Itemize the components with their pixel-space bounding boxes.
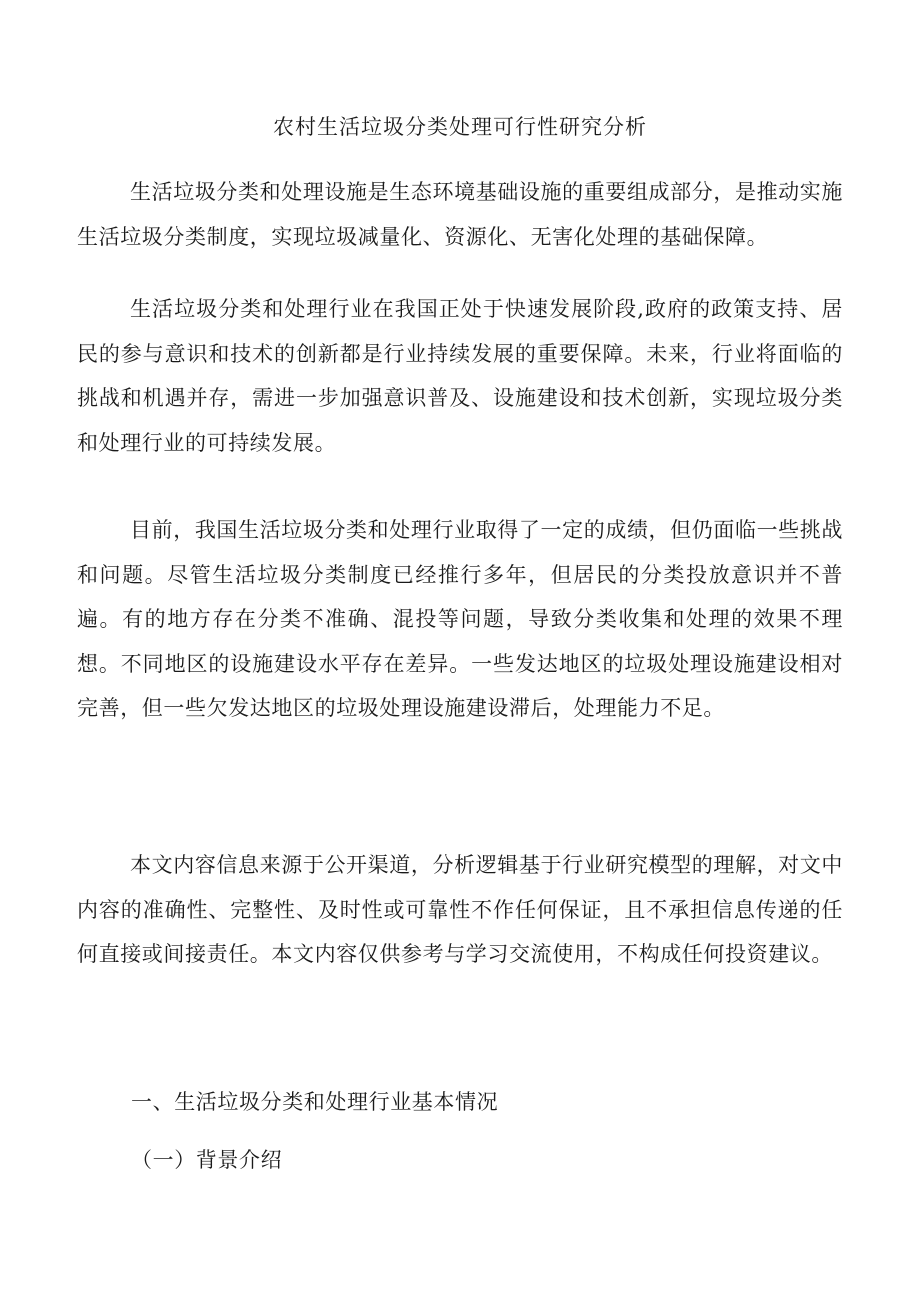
subsection-heading: （一）背景介绍 [131,1148,283,1172]
section-heading: 一、生活垃圾分类和处理行业基本情况 [131,1090,499,1114]
paragraph-intro: 生活垃圾分类和处理设施是生态环境基础设施的重要组成部分，是推动实施生活垃圾分类制度，实现垃圾减量化、资源化、无害化处理的基础保障。 [77,180,843,249]
document-title: 农村生活垃圾分类处理可行性研究分析 [273,115,647,139]
paragraph-challenges: 目前，我国生活垃圾分类和处理行业取得了一定的成绩，但仍面临一些挑战和问题。尽管生活垃圾分类制度已经推行多年，但居民的分类投放意识并不普遍。有的地方存在分类不准确、混投等问题，导致分类收集和处理的效果不理想。不同地区的设施建设水平存在差异。一些发达地区的垃圾处理设施建设相对完善，但一些欠发达地区的垃圾处理设施建设滞后，处理能力不足。 [77,518,843,720]
paragraph-development: 生活垃圾分类和处理行业在我国正处于快速发展阶段,政府的政策支持、居民的参与意识和技术的创新都是行业持续发展的重要保障。未来，行业将面临的挑战和机遇并存，需进一步加强意识普及、设施建设和技术创新，实现垃圾分类和处理行业的可持续发展。 [77,297,843,455]
paragraph-disclaimer: 本文内容信息来源于公开渠道，分析逻辑基于行业研究模型的理解，对文中内容的准确性、完整性、及时性或可靠性不作任何保证，且不承担信息传递的任何直接或间接责任。本文内容仅供参考与学习交流使用，不构成任何投资建议。 [77,853,843,966]
